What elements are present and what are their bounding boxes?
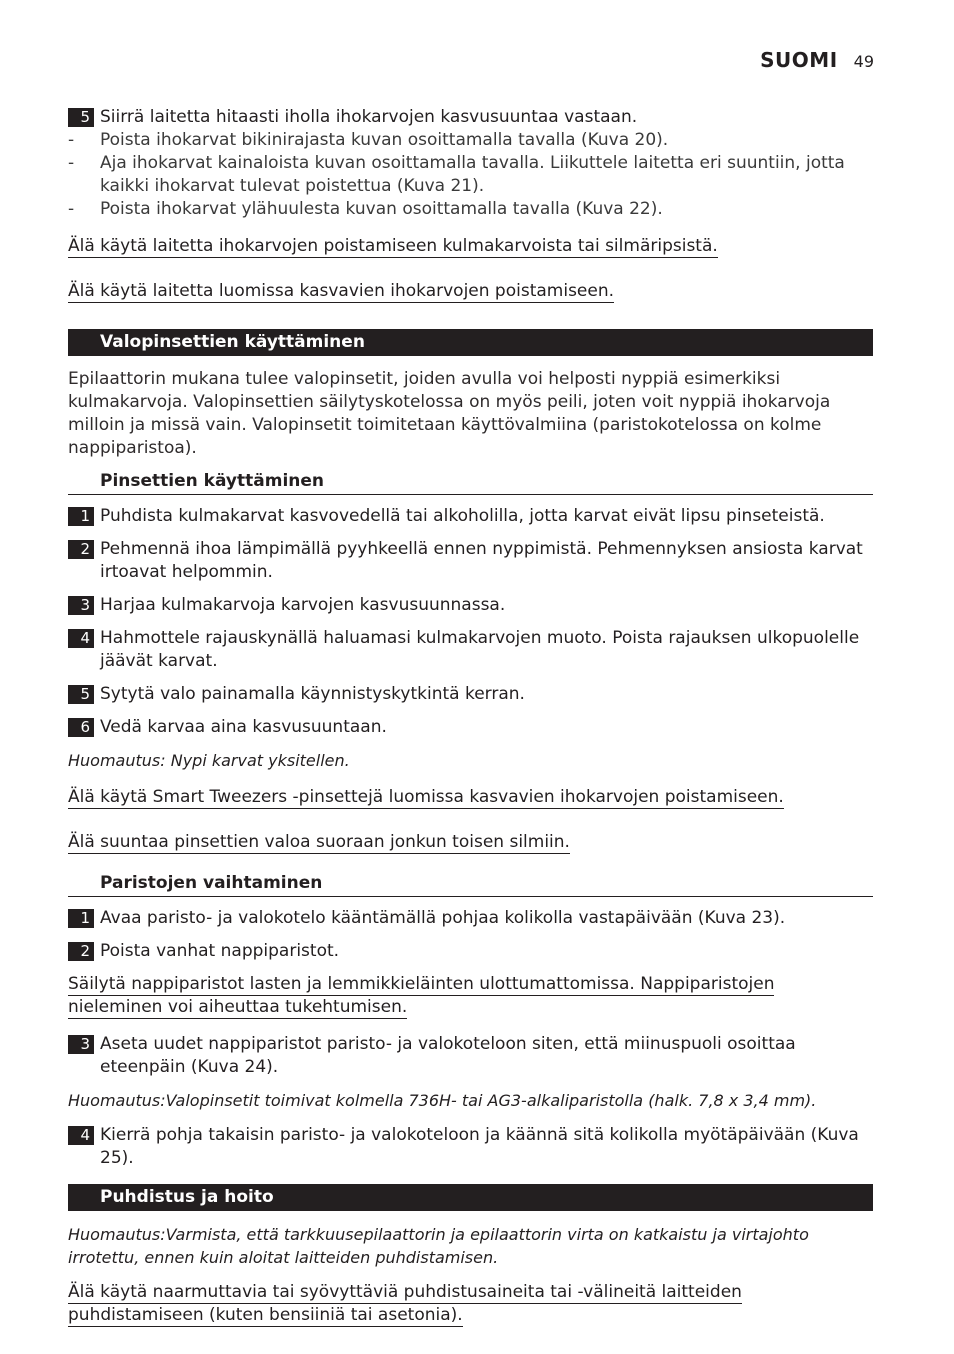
step-text: Avaa paristo- ja valokotelo kääntämällä pohjaa kolikolla vastapäivään (Kuva 23). <box>100 908 786 928</box>
warning-text <box>68 235 873 258</box>
step-number: 3 <box>68 1035 94 1054</box>
step-text: Vedä karvaa aina kasvusuuntaan. <box>100 717 387 737</box>
note-text: Huomautus:Varmista, että tarkkuusepilaattorin ja epilaattorin virta on katkaistu ja virtajohto irrotettu, ennen kuin aloitat laitteiden puhdistamisen. <box>68 1225 809 1267</box>
step-item <box>68 940 873 963</box>
step-number: 5 <box>68 685 94 704</box>
note-text: Huomautus:Valopinsetit toimivat kolmella 736H- tai AG3-alkaliparistolla (halk. 7,8 x 3,4 mm). <box>68 1091 817 1110</box>
step-number: 2 <box>68 540 94 559</box>
bullet-text: Poista ihokarvat ylähuulesta kuvan osoittamalla tavalla (Kuva 22). <box>100 199 663 219</box>
step-item <box>68 505 873 528</box>
step-number: 6 <box>68 718 94 737</box>
page-content <box>68 106 873 1341</box>
warning-text <box>68 280 873 303</box>
step-item <box>68 716 873 739</box>
warning-text <box>68 831 873 854</box>
bullet-text: Aja ihokarvat kainaloista kuvan osoittamalla tavalla. Liikuttele laitetta eri suuntiin, jotta kaikki ihokarvat tulevat poistettua (Kuva 21). <box>100 153 845 196</box>
bullet-mark: - <box>68 199 75 219</box>
step-number: 4 <box>68 629 94 648</box>
warning-underlined: Älä käytä laitetta ihokarvojen poistamiseen kulmakarvoista tai silmäripsistä. <box>68 236 718 256</box>
language-label: SUOMI <box>760 48 838 72</box>
step-text: Siirrä laitetta hitaasti iholla ihokarvojen kasvusuuntaa vastaan. <box>100 107 638 127</box>
step-item <box>68 106 873 129</box>
subsection-heading-battery: Paristojen vaihtaminen <box>68 872 873 897</box>
step-text: Hahmottele rajauskynällä haluamasi kulmakarvojen muoto. Poista rajauksen ulkopuolelle jäävät karvat. <box>100 628 860 671</box>
bullet-text: Poista ihokarvat bikinirajasta kuvan osoittamalla tavalla (Kuva 20). <box>100 130 669 150</box>
step-item <box>68 1033 873 1079</box>
step-number: 1 <box>68 507 94 526</box>
warning-underlined: Älä suuntaa pinsettien valoa suoraan jonkun toisen silmiin. <box>68 832 570 852</box>
step-number: 2 <box>68 942 94 961</box>
step-text: Kierrä pohja takaisin paristo- ja valokoteloon ja käännä sitä kolikolla myötäpäivään (Kuva 25). <box>100 1125 859 1168</box>
step-item <box>68 907 873 930</box>
warning-underlined: Älä käytä laitetta luomissa kasvavien ihokarvojen poistamiseen. <box>68 281 615 301</box>
step-number: 3 <box>68 596 94 615</box>
step-item <box>68 683 873 706</box>
step-text: Poista vanhat nappiparistot. <box>100 941 340 961</box>
step-text: Harjaa kulmakarvoja karvojen kasvusuunnassa. <box>100 595 506 615</box>
section-heading-cleaning: Puhdistus ja hoito <box>68 1184 873 1211</box>
bullet-list <box>68 129 873 221</box>
intro-paragraph: Epilaattorin mukana tulee valopinsetit, joiden avulla voi helposti nyppiä esimerkiksi kulmakarvoja. Valopinsettien säilytyskotelossa on myös peili, joten voit nyppiä ihokarvoja milloin ja missä vain. Valopinsetit toimitetaan käyttövalmiina (paristokotelossa on kolme nappiparistoa). <box>68 369 831 458</box>
bullet-item <box>68 152 873 198</box>
note-text: Huomautus: Nypi karvat yksitellen. <box>68 751 350 770</box>
step-number: 1 <box>68 909 94 928</box>
page-number: 49 <box>853 52 874 71</box>
section-heading-light-tweezers: Valopinsettien käyttäminen <box>68 329 873 356</box>
step-item <box>68 538 873 584</box>
subsection-heading-use: Pinsettien käyttäminen <box>68 470 873 495</box>
warning-text <box>68 786 873 809</box>
bullet-item <box>68 129 873 152</box>
warning-underlined: Säilytä nappiparistot lasten ja lemmikkieläinten ulottumattomissa. Nappiparistojen nieleminen voi aiheuttaa tukehtumisen. <box>68 974 775 1017</box>
step-item <box>68 1124 873 1170</box>
page-header <box>760 48 874 72</box>
step-number: 5 <box>68 108 94 127</box>
warning-text <box>68 973 873 1019</box>
step-text: Aseta uudet nappiparistot paristo- ja valokoteloon siten, että miinuspuoli osoittaa eteenpäin (Kuva 24). <box>100 1034 796 1077</box>
step-text: Sytytä valo painamalla käynnistyskytkintä kerran. <box>100 684 525 704</box>
step-number: 4 <box>68 1126 94 1145</box>
bullet-mark: - <box>68 130 75 150</box>
step-item <box>68 627 873 673</box>
step-item <box>68 594 873 617</box>
step-text: Puhdista kulmakarvat kasvovedellä tai alkoholilla, jotta karvat eivät lipsu pinseteistä. <box>100 506 825 526</box>
warning-underlined: Älä käytä naarmuttavia tai syövyttäviä puhdistusaineita tai -välineitä laitteiden puhdistamiseen (kuten bensiiniä tai asetonia). <box>68 1282 742 1325</box>
bullet-mark: - <box>68 153 75 173</box>
warning-text <box>68 1281 873 1327</box>
step-text: Pehmennä ihoa lämpimällä pyyhkeellä ennen nyppimistä. Pehmennyksen ansiosta karvat irtoavat helpommin. <box>100 539 863 582</box>
warning-underlined: Älä käytä Smart Tweezers -pinsettejä luomissa kasvavien ihokarvojen poistamiseen. <box>68 787 784 807</box>
bullet-item <box>68 198 873 221</box>
